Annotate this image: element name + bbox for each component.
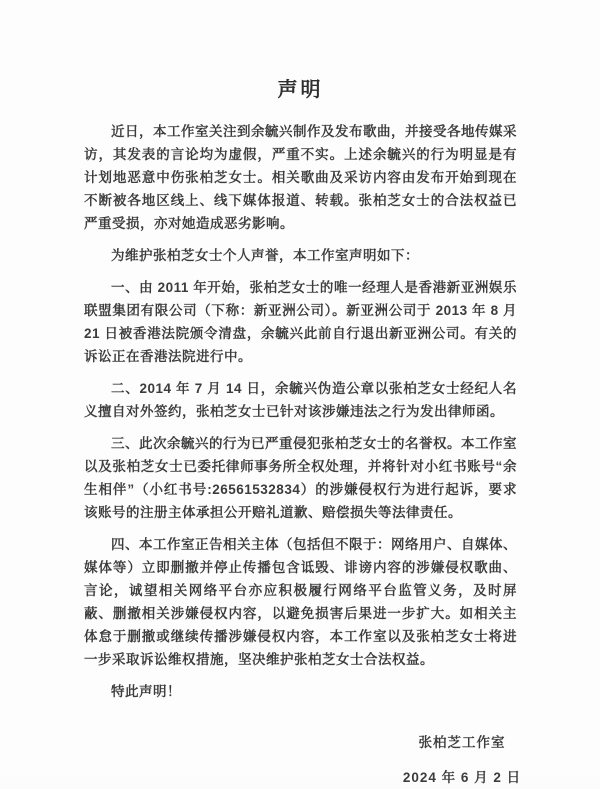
statement-paragraph-intro: 近日，本工作室关注到余毓兴制作及发布歌曲，并接受各地传媒采访，其发表的言论均为虚假，严重不实。上述余毓兴的行为明显是有计划地恶意中伤张柏芝女士。相关歌曲及采访内容由发布开始到现在不断被各地区线上、线下媒体报道、转载。张柏芝女士的合法权益已严重受损，亦对她造成恶劣影响。 <box>84 124 517 231</box>
document-title: 声明 <box>277 79 324 101</box>
signature-block <box>352 731 572 789</box>
statement-paragraph-item-1: 一、由 2011 年开始，张柏芝女士的唯一经理人是香港新亚洲娱乐联盟集团有限公司（下称：新亚洲公司）。新亚洲公司于 2013 年 8 月 21 日被香港法院颁令清盘，余毓兴此前自行退出新亚洲公司。有关的诉讼正在香港法院进行中。 <box>84 280 517 364</box>
statement-paragraph-item-4: 四、本工作室正告相关主体（包括但不限于：网络用户、自媒体、媒体等）立即删撤并停止传播包含诋毁、诽谤内容的涉嫌侵权歌曲、言论，诚望相关网络平台亦应积极履行网络平台监管义务，及时屏蔽、删撤相关涉嫌侵权内容，以避免损害后果进一步扩大。如相关主体怠于删撤或继续传播涉嫌侵权内容，本工作室以及张柏芝女士将进一步采取诉讼维权措施，坚决维护张柏芝女士合法权益。 <box>84 537 517 667</box>
signature-date: 2024 年 6 月 2 日 <box>402 770 522 785</box>
signature-studio-name: 张柏芝工作室 <box>418 735 506 750</box>
statement-paragraph-item-2: 二、2014 年 7 月 14 日，余毓兴伪造公章以张柏芝女士经纪人名义擅自对外签约，张柏芝女士已针对该涉嫌违法之行为发出律师函。 <box>84 381 517 419</box>
statement-paragraph-item-3: 三、此次余毓兴的行为已严重侵犯张柏芝女士的名誉权。本工作室以及张柏芝女士已委托律师事务所全权处理，并将针对小红书账号“余生相伴”（小红书号:26561532834）的涉嫌侵权行为进行起诉，要求该账号的注册主体承担公开赔礼道歉、赔偿损失等法律责任。 <box>84 436 517 520</box>
statement-paragraph-declaration-lead: 为维护张柏芝女士个人声誉，本工作室声明如下： <box>111 248 419 263</box>
statement-paragraph-closing: 特此声明！ <box>111 684 181 699</box>
